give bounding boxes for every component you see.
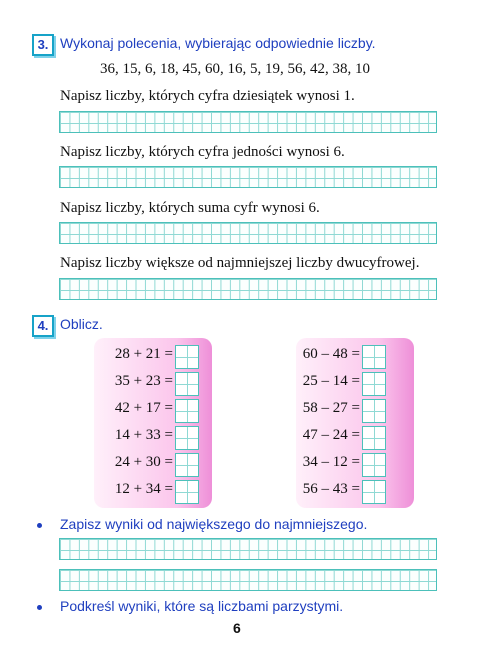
task-4-title: Oblicz. bbox=[60, 316, 103, 332]
answer-grid-3[interactable] bbox=[59, 222, 437, 244]
page-number: 6 bbox=[233, 620, 241, 636]
bullet-dot-icon bbox=[37, 523, 42, 528]
equation-text: 24 + 30 = bbox=[114, 454, 173, 470]
answer-box[interactable] bbox=[175, 345, 199, 369]
instruction-3: Napisz liczby, których suma cyfr wynosi 6. bbox=[60, 200, 320, 216]
equation-text: 56 – 43 = bbox=[302, 481, 360, 497]
answer-grid-sort[interactable] bbox=[59, 538, 437, 560]
equation-row bbox=[100, 345, 199, 367]
equation-text: 12 + 34 = bbox=[114, 481, 173, 497]
equation-row bbox=[100, 399, 199, 421]
answer-box[interactable] bbox=[362, 345, 386, 369]
equation-row bbox=[290, 345, 386, 367]
answer-grid-1[interactable] bbox=[59, 111, 437, 133]
equation-row bbox=[290, 480, 386, 502]
answer-box[interactable] bbox=[362, 372, 386, 396]
equation-text: 58 – 27 = bbox=[302, 400, 360, 416]
instruction-2: Napisz liczby, których cyfra jedności wynosi 6. bbox=[60, 144, 345, 160]
answer-box[interactable] bbox=[175, 372, 199, 396]
equation-text: 28 + 21 = bbox=[114, 346, 173, 362]
equation-row bbox=[100, 453, 199, 475]
equation-row bbox=[100, 426, 199, 448]
equation-text: 47 – 24 = bbox=[302, 427, 360, 443]
equation-row bbox=[100, 480, 199, 502]
equation-text: 42 + 17 = bbox=[114, 400, 173, 416]
equation-row bbox=[290, 372, 386, 394]
answer-box[interactable] bbox=[175, 426, 199, 450]
equation-text: 60 – 48 = bbox=[302, 346, 360, 362]
answer-box[interactable] bbox=[175, 399, 199, 423]
answer-box[interactable] bbox=[175, 480, 199, 504]
instruction-4: Napisz liczby większe od najmniejszej liczby dwucyfrowej. bbox=[60, 255, 420, 271]
answer-box[interactable] bbox=[362, 426, 386, 450]
bullet-sort-results: Zapisz wyniki od największego do najmniejszego. bbox=[60, 516, 368, 532]
answer-grid-4[interactable] bbox=[59, 278, 437, 300]
equation-text: 34 – 12 = bbox=[302, 454, 360, 470]
bullet-underline-even: Podkreśl wyniki, które są liczbami parzystymi. bbox=[60, 598, 344, 614]
equation-text: 35 + 23 = bbox=[114, 373, 173, 389]
answer-grid-2[interactable] bbox=[59, 166, 437, 188]
equation-row bbox=[290, 453, 386, 475]
task-3-title: Wykonaj polecenia, wybierając odpowiednie liczby. bbox=[60, 35, 376, 51]
answer-box[interactable] bbox=[175, 453, 199, 477]
answer-box[interactable] bbox=[362, 480, 386, 504]
task-4-number: 4. bbox=[32, 315, 54, 337]
bullet-dot-icon bbox=[37, 605, 42, 610]
number-list: 36, 15, 6, 18, 45, 60, 16, 5, 19, 56, 42, 38, 10 bbox=[100, 61, 370, 77]
equation-text: 25 – 14 = bbox=[302, 373, 360, 389]
equation-row bbox=[290, 399, 386, 421]
answer-box[interactable] bbox=[362, 453, 386, 477]
task-3-number: 3. bbox=[32, 34, 54, 56]
instruction-1: Napisz liczby, których cyfra dziesiątek wynosi 1. bbox=[60, 88, 355, 104]
equation-row bbox=[100, 372, 199, 394]
equation-row bbox=[290, 426, 386, 448]
answer-box[interactable] bbox=[362, 399, 386, 423]
answer-grid-sort-2[interactable] bbox=[59, 569, 437, 591]
equation-text: 14 + 33 = bbox=[114, 427, 173, 443]
